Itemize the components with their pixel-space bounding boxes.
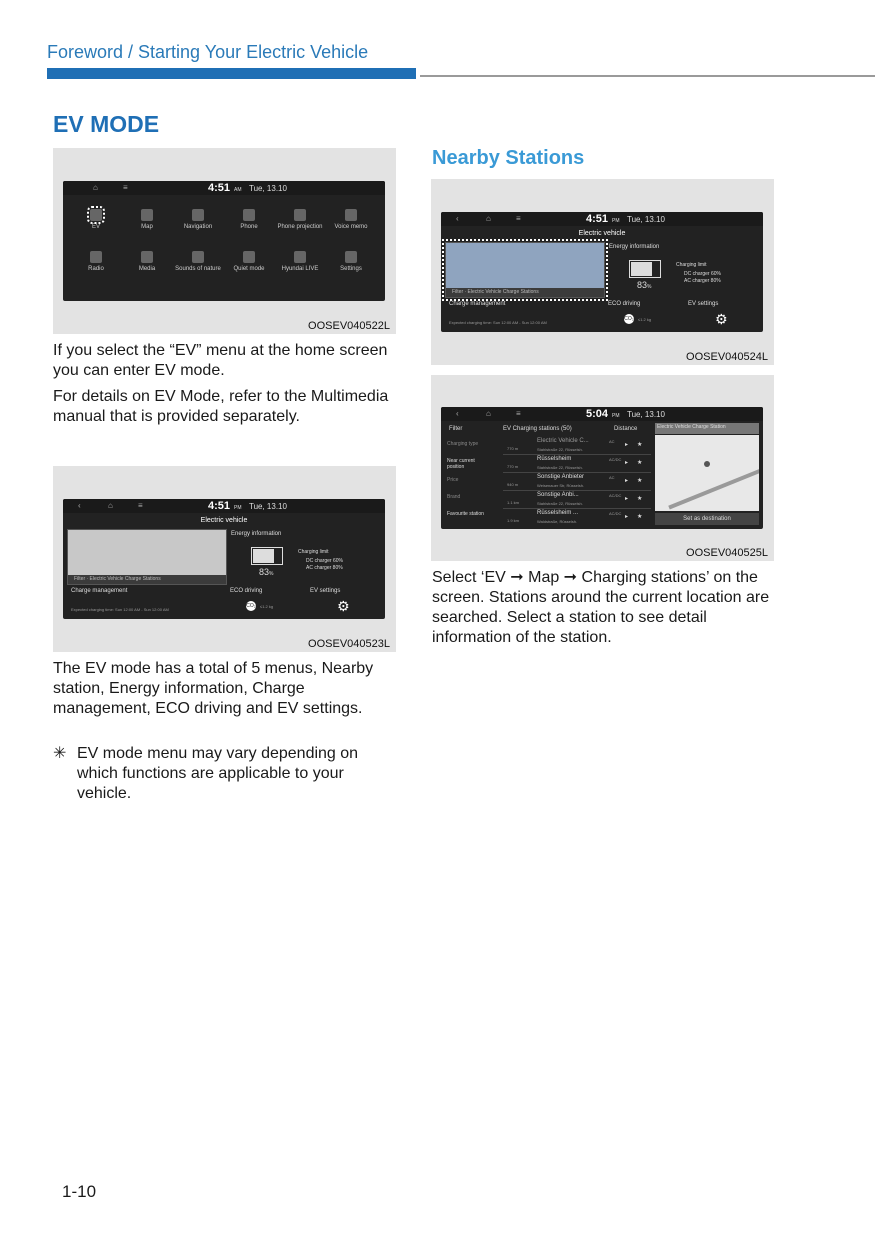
tile-phone[interactable]: Phone [224, 209, 274, 230]
quiet-mode-icon [243, 251, 255, 263]
station-name: Electric Vehicle C... [537, 438, 589, 444]
station-panel-title: Electric Vehicle Charge Station [655, 423, 759, 434]
tile-voice-memo[interactable]: Voice memo [326, 209, 376, 230]
ampm: PM [234, 505, 242, 511]
status-bar [63, 181, 385, 195]
energy-information-label[interactable]: Energy information [609, 244, 660, 250]
date: Tue, 13.10 [627, 215, 665, 224]
screen-charging-stations [441, 407, 763, 529]
station-type: AC [609, 475, 615, 480]
back-icon[interactable]: ‹ [456, 409, 459, 418]
route-line [668, 465, 759, 510]
charging-limit-label: Charging limit [676, 262, 707, 268]
tile-ev[interactable]: EV [71, 209, 121, 230]
map-strip: Filter · Electric Vehicle Charge Stations [68, 575, 226, 584]
station-list [503, 437, 651, 527]
note-symbol: ✳ [53, 745, 67, 762]
dc-charger-limit: DC charger 60% [306, 558, 343, 564]
ev-settings-label[interactable]: EV settings [310, 588, 341, 594]
nearby-station-map[interactable] [67, 529, 227, 585]
screen-title: Electric vehicle [200, 517, 248, 524]
station-type: AC/DC [609, 493, 622, 498]
screen-ev-mode [63, 499, 385, 619]
station-row[interactable] [503, 509, 651, 526]
map-strip: Filter · Electric Vehicle Charge Stations [446, 288, 604, 297]
charging-limit-label: Charging limit [298, 549, 329, 555]
hyundai-live-icon [294, 251, 306, 263]
note [53, 744, 393, 804]
navigation-icon [192, 209, 204, 221]
home-icon[interactable]: ⌂ [486, 409, 491, 418]
play-icon[interactable]: ▸ [625, 496, 629, 502]
screen-title: Electric vehicle [578, 230, 626, 237]
station-name: Rüsselsheim [537, 456, 572, 462]
station-type: AC/DC [609, 457, 622, 462]
filter-item[interactable]: Near current position [447, 458, 475, 470]
charge-management-label[interactable]: Charge management [71, 588, 128, 594]
header-rule [420, 75, 875, 77]
charge-management-label[interactable]: Charge management [449, 301, 506, 307]
radio-icon [90, 251, 102, 263]
battery-icon [251, 547, 283, 565]
filter-item[interactable]: Charging type [447, 441, 479, 447]
filter-list [443, 437, 499, 527]
play-icon[interactable]: ▸ [625, 460, 629, 466]
map-icon [141, 209, 153, 221]
page-number: 1-10 [62, 1182, 97, 1201]
section-header: Foreword / Starting Your Electric Vehicle [47, 42, 369, 62]
ac-charger-limit: AC charger 80% [684, 278, 721, 284]
status-bar [441, 407, 763, 421]
home-icon[interactable]: ⌂ [486, 214, 491, 223]
section-title-nearby-stations: Nearby Stations [432, 147, 585, 169]
station-type: AC [609, 439, 615, 444]
figure-home-screen [53, 148, 396, 334]
station-row[interactable] [503, 455, 651, 473]
station-distance: 770 m [507, 464, 519, 469]
battery-percent: 83% [637, 280, 652, 290]
home-icon[interactable]: ⌂ [108, 501, 113, 510]
tile-navigation[interactable]: Navigation [173, 209, 223, 230]
energy-information-label[interactable]: Energy information [231, 531, 282, 537]
eco-value: ≤1.2 kg [260, 604, 274, 609]
paragraph: The EV mode has a total of 5 menus, Nearby station, Energy information, Charge management, ECO driving and EV settings. [53, 660, 374, 717]
screen-home [63, 181, 385, 301]
menu-icon[interactable]: ≡ [123, 183, 128, 192]
eco-driving-label[interactable]: ECO driving [230, 588, 263, 594]
station-name: Sonstige Anbi... [537, 492, 579, 498]
set-as-destination-button[interactable]: Set as destination [655, 513, 759, 525]
back-icon[interactable]: ‹ [78, 501, 81, 510]
paragraph: Select ‘EV ➞ Map ➞ Charging stations’ on the screen. Stations around the current location are searched. Select a station to see detail information of the station. [432, 569, 770, 646]
figure-caption: OOSEV040524L [686, 351, 768, 363]
station-distance: 1.1 km [507, 500, 520, 505]
ampm: PM [612, 413, 620, 419]
figure-caption: OOSEV040522L [308, 320, 390, 332]
figure-nearby-stations [431, 179, 774, 365]
ampm: PM [612, 218, 620, 224]
paragraph: If you select the “EV” menu at the home screen you can enter EV mode. [53, 342, 388, 379]
tile-quiet-mode[interactable]: Quiet mode [224, 251, 274, 272]
station-address: Stahlstraße 22, Rüsselsh. [537, 501, 583, 506]
play-icon[interactable]: ▸ [625, 442, 629, 448]
phone-icon [243, 209, 255, 221]
station-detail-map[interactable] [655, 435, 759, 511]
gear-icon[interactable]: ⚙ [337, 598, 350, 614]
star-icon[interactable]: ★ [637, 460, 643, 466]
dc-charger-limit: DC charger 60% [684, 271, 721, 277]
sounds-of-nature-icon [192, 251, 204, 263]
tile-media[interactable]: Media [122, 251, 172, 272]
clock: 4:51 [208, 182, 231, 194]
filter-label[interactable]: Filter [449, 426, 463, 432]
date: Tue, 13.10 [249, 184, 287, 193]
clock: 4:51 [586, 213, 609, 225]
ev-settings-label[interactable]: EV settings [688, 301, 719, 307]
star-icon[interactable]: ★ [637, 442, 643, 448]
station-distance: 940 m [507, 482, 519, 487]
station-name: Sonstige Anbieter [537, 474, 585, 480]
paragraph: For details on EV Mode, refer to the Multimedia manual that is provided separately. [53, 388, 389, 425]
station-distance: 770 m [507, 446, 519, 451]
tile-map[interactable]: Map [122, 209, 172, 230]
play-icon[interactable]: ▸ [625, 478, 629, 484]
sort-distance[interactable]: Distance [614, 426, 638, 432]
expected-charging-time: Expected charging time: Sun 12:00 AM - Sun 12:00 AM [449, 320, 547, 325]
tile-phone-projection[interactable]: Phone projection [275, 209, 325, 230]
home-icon[interactable]: ⌂ [93, 183, 98, 192]
filter-item[interactable]: Brand [447, 494, 461, 500]
header-bar [47, 68, 416, 79]
battery-icon [629, 260, 661, 278]
clock: 5:04 [586, 408, 609, 420]
menu-icon[interactable]: ≡ [516, 214, 521, 223]
back-icon[interactable]: ‹ [456, 214, 459, 223]
eco-value: ≤1.2 kg [638, 317, 652, 322]
tile-sounds-of-nature[interactable]: Sounds of nature [173, 251, 223, 272]
ampm: AM [234, 187, 242, 193]
station-type: AC/DC [609, 511, 622, 516]
filter-item[interactable]: Price [447, 477, 459, 483]
figure-charging-stations [431, 375, 774, 561]
phone-projection-icon [294, 209, 306, 221]
note-text: EV mode menu may vary depending on which functions are applicable to your vehicle. [77, 745, 359, 802]
tile-settings[interactable]: Settings [326, 251, 376, 272]
station-address: Stahlstraße 22, Rüsselsh. [537, 465, 583, 470]
station-row[interactable] [503, 437, 651, 455]
clock: 4:51 [208, 500, 231, 512]
date: Tue, 13.10 [249, 502, 287, 511]
media-icon [141, 251, 153, 263]
station-address: Stahlstraße 22, Rüsselsh. [537, 447, 583, 452]
star-icon[interactable]: ★ [637, 478, 643, 484]
tile-radio[interactable]: Radio [71, 251, 121, 272]
station-row[interactable] [503, 473, 651, 491]
station-name: Rüsselsheim ... [537, 510, 579, 516]
nearby-station-map-selected[interactable] [445, 242, 605, 298]
location-pin-icon [704, 461, 710, 467]
figure-caption: OOSEV040525L [686, 547, 768, 559]
battery-percent: 83% [259, 567, 274, 577]
gear-icon[interactable]: ⚙ [715, 311, 728, 327]
station-address: Waldstraße, Rüsselsh. [537, 519, 578, 524]
figure-ev-mode [53, 466, 396, 652]
star-icon[interactable]: ★ [637, 496, 643, 502]
ac-charger-limit: AC charger 80% [306, 565, 343, 571]
voice-memo-icon [345, 209, 357, 221]
expected-charging-time: Expected charging time: Sun 12:00 AM - Sun 12:00 AM [71, 607, 169, 612]
tile-hyundai-live[interactable]: Hyundai LIVE [275, 251, 325, 272]
station-list-title: EV Charging stations (50) [503, 426, 572, 432]
menu-icon[interactable]: ≡ [138, 501, 143, 510]
screen-ev-mode-selected [441, 212, 763, 332]
settings-icon [345, 251, 357, 263]
station-row[interactable] [503, 491, 651, 509]
ev-icon [90, 209, 102, 221]
co2-icon: CO₂ [624, 316, 634, 322]
status-bar [63, 499, 385, 513]
date: Tue, 13.10 [627, 410, 665, 419]
menu-icon[interactable]: ≡ [516, 409, 521, 418]
figure-caption: OOSEV040523L [308, 638, 390, 650]
station-distance: 1.9 km [507, 518, 520, 523]
eco-driving-label[interactable]: ECO driving [608, 301, 641, 307]
star-icon[interactable]: ★ [637, 514, 643, 520]
page-title: EV MODE [53, 111, 160, 137]
station-address: Weisenauer Str, Rüsselsh. [537, 483, 585, 488]
filter-item[interactable]: Favourite station [447, 511, 484, 517]
play-icon[interactable]: ▸ [625, 514, 629, 520]
co2-icon: CO₂ [246, 603, 256, 609]
status-bar [441, 212, 763, 226]
